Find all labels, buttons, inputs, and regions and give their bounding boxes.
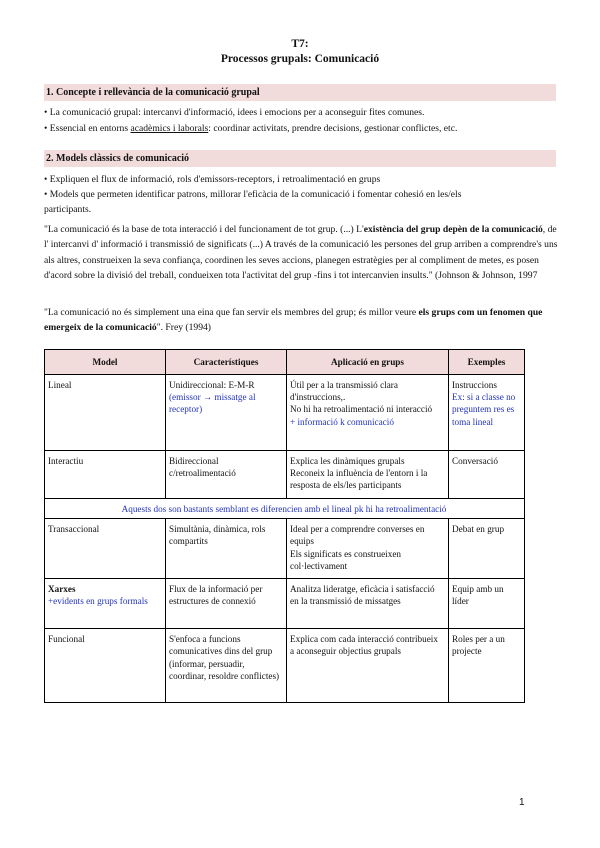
- underlined-text: acadèmics i laborals: [130, 123, 209, 134]
- table-row: [45, 451, 525, 499]
- cell-example: Instruccions Ex: si a classe no preguntem res es toma lineal: [449, 375, 525, 451]
- cell-application: Explica les dinàmiques grupals Reconeix la influència de l'entorn i la resposta de els/les participants: [287, 451, 449, 499]
- header-model: Model: [45, 350, 166, 375]
- cell-characteristics: S'enfoca a funcions comunicatives dins del grup (informar, persuadir, coordinar, resoldre conflictes): [166, 629, 287, 703]
- models-table: [44, 349, 525, 703]
- cell-characteristics: Unidireccional: E-M-R (emissor → missatge al receptor): [166, 375, 287, 451]
- title-code: T7:: [291, 38, 309, 50]
- section-heading-1: 1. Concepte i rellevància de la comunicació grupal: [44, 84, 556, 101]
- cell-example: Roles per a un projecte: [449, 629, 525, 703]
- cell-model: Lineal: [45, 375, 166, 451]
- table-row: [45, 629, 525, 703]
- header-examples: Exemples: [449, 350, 525, 375]
- page-title: Processos grupals: Comunicació: [220, 53, 380, 65]
- section2-bullet-2-line-2: participants.: [44, 204, 92, 215]
- cell-model: Interactiu: [45, 451, 166, 499]
- note-cell: Aquests dos son bastants semblant es diferencien amb el lineal pk hi ha retroalimentació: [45, 499, 525, 519]
- cell-application: Analitza lideratge, eficàcia i satisfacció en la transmissió de missatges: [287, 579, 449, 629]
- quote-johnson: "La comunicació és la base de tota interacció i del funcionament de tot grup. (...) L'existència del grup depèn de la comunicació, de l' intercanvi d' informació i transmissió de significats (...) A través de la comunicació les persones del grup arriben a comprendre's uns als altres, construeixen la seva confiança, coordinen les seves accions, planegen estratègies per al compliment de metes, es posen d'acord sobre la divisió del treball, condueixen tota l'activitat del grup -fins i tot intercanvien insults." (Johnson & Johnson, 1997: [44, 224, 558, 282]
- cell-characteristics: Flux de la informació per estructures de connexió: [166, 579, 287, 629]
- section2-bullet-2-line-1: • Models que permeten identificar patrons, millorar l'eficàcia de la comunicació i fomentar cohesió en les/els: [44, 189, 462, 200]
- cell-application: Útil per a la transmissió clara d'instruccions,. No hi ha retroalimentació ni interacció + informació k comunicació: [287, 375, 449, 451]
- cell-model: Funcional: [45, 629, 166, 703]
- cell-characteristics: Simultània, dinàmica, rols compartits: [166, 519, 287, 579]
- table-row: [45, 519, 525, 579]
- section1-bullet-2: • Essencial en entorns acadèmics i laborals: coordinar activitats, prendre decisions, gestionar conflictes, etc.: [44, 123, 458, 134]
- table-header-row: [45, 350, 525, 375]
- table-row: [45, 579, 525, 629]
- page-number: 1: [519, 797, 525, 808]
- cell-application: Explica com cada interacció contribueix a aconseguir objectius grupals: [287, 629, 449, 703]
- cell-model: Xarxes +evidents en grups formals: [45, 579, 166, 629]
- table-note-row: [45, 499, 525, 519]
- header-application: Aplicació en grups: [287, 350, 449, 375]
- quote-frey: "La comunicació no és simplement una eina que fan servir els membres del grup; és millor veure els grups com un fenomen que emergeix de la comunicació". Frey (1994): [44, 307, 543, 334]
- table-row: [45, 375, 525, 451]
- cell-application: Ideal per a comprendre converses en equips Els significats es construeixen col·lectivament: [287, 519, 449, 579]
- section1-bullet-1: • La comunicació grupal: intercanvi d'informació, idees i emocions per a aconseguir fites comunes.: [44, 107, 425, 118]
- cell-example: Equip amb un líder: [449, 579, 525, 629]
- header-characteristics: Característiques: [166, 350, 287, 375]
- cell-characteristics: Bidireccional c/retroalimentació: [166, 451, 287, 499]
- section-heading-2: 2. Models clàssics de comunicació: [44, 150, 556, 167]
- cell-model: Transaccional: [45, 519, 166, 579]
- cell-example: Debat en grup: [449, 519, 525, 579]
- cell-example: Conversació: [449, 451, 525, 499]
- section2-bullet-1: • Expliquen el flux de informació, rols d'emissors-receptors, i retroalimentació en grups: [44, 174, 381, 185]
